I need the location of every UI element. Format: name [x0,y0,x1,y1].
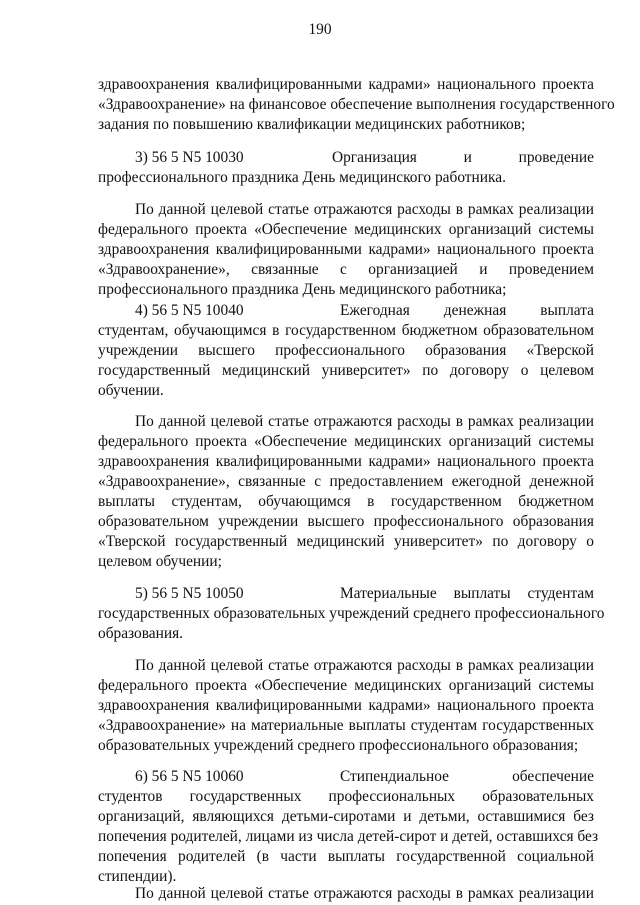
paragraph-line: учреждении высшего профессионального образования «Тверской [98,342,594,359]
paragraph-line: здравоохранения квалифицированными кадрами» национального проекта [98,697,594,714]
paragraph-line: здравоохранения квалифицированными кадрами» национального проекта [98,453,594,470]
paragraph-line: По данной целевой статье отражаются расходы в рамках реализации [135,657,594,674]
article-title-word: Стипендиальное [340,768,450,785]
article-title-word: выплаты [453,585,511,602]
paragraph-line: федерального проекта «Обеспечение медицинских организаций системы [98,221,594,238]
paragraph-line: «Здравоохранение», связанные с предоставлением ежегодной денежной [98,473,594,490]
paragraph-line: задания по повышению квалификации медицинских работников; [98,116,526,133]
paragraph-line: образовательных учреждений среднего профессионального образования; [98,737,579,754]
article-code: 5) 56 5 N5 10050 [135,585,244,602]
article-title-word: денежная [443,302,507,319]
paragraph-line: образования. [98,625,184,642]
article-code: 6) 56 5 N5 10060 [135,768,244,785]
paragraph-line: стипендии). [98,868,177,885]
paragraph-line: образовательном учреждении высшего профессионального образования [98,513,594,530]
paragraph-line: По данной целевой статье отражаются расходы в рамках реализации [135,413,594,430]
article-code: 3) 56 5 N5 10030 [135,149,244,166]
article-code-line [135,584,594,604]
article-title-word: студентам [527,585,594,602]
article-title-word: Ежегодная [340,302,410,319]
paragraph-line: попечения родителей (в части выплаты государственной социальной [98,848,594,865]
paragraph-line: «Здравоохранение», связанные с организацией и проведением [98,261,594,278]
paragraph-line: По данной целевой статье отражаются расходы в рамках реализации [135,885,594,902]
paragraph-line: обучении. [98,382,164,399]
article-title-word: выплата [540,302,594,319]
paragraph-line: федерального проекта «Обеспечение медицинских организаций системы [98,677,594,694]
article-title-word: обеспечение [512,768,594,785]
article-code: 4) 56 5 N5 10040 [135,302,244,319]
paragraph-line: федерального проекта «Обеспечение медицинских организаций системы [98,433,594,450]
paragraph-line: студентов государственных профессиональных образовательных [98,788,594,805]
article-title-word: проведение [518,149,594,166]
paragraph-line: По данной целевой статье отражаются расходы в рамках реализации [135,201,594,218]
article-title-word: Материальные [340,585,437,602]
paragraph-line: «Здравоохранение» на финансовое обеспечение выполнения государственного [98,96,615,113]
article-title-word: и [463,149,472,166]
article-code-line [135,148,594,168]
paragraph-line: здравоохранения квалифицированными кадрами» национального проекта [98,241,594,258]
paragraph-line: «Тверской государственный медицинский университет» по договору о [98,533,594,550]
paragraph-line: «Здравоохранение» на материальные выплаты студентам государственных [98,717,594,734]
page-number: 190 [308,21,332,38]
article-code-line [135,301,594,321]
paragraph-line: целевом обучении; [98,553,222,570]
paragraph-line: организаций, являющихся детьми-сиротами и детьми, оставшимися без [98,808,594,825]
paragraph-line: студентам, обучающимся в государственном бюджетном образовательном [98,322,594,339]
paragraph-line: государственных образовательных учреждений среднего профессионального [98,605,605,622]
article-title-word: Организация [332,149,417,166]
paragraph-line: здравоохранения квалифицированными кадрами» национального проекта [98,76,594,93]
paragraph-line: выплаты студентам, обучающимся в государственном бюджетном [98,493,594,510]
article-code-line [135,767,594,787]
paragraph-line: государственный медицинский университет» по договору о целевом [98,362,594,379]
paragraph-line: попечения родителей, лицами из числа детей-сирот и детей, оставшихся без [98,828,599,845]
paragraph-line: профессионального праздника День медицинского работника. [98,169,506,186]
paragraph-line: профессионального праздника День медицинского работника; [98,281,507,298]
